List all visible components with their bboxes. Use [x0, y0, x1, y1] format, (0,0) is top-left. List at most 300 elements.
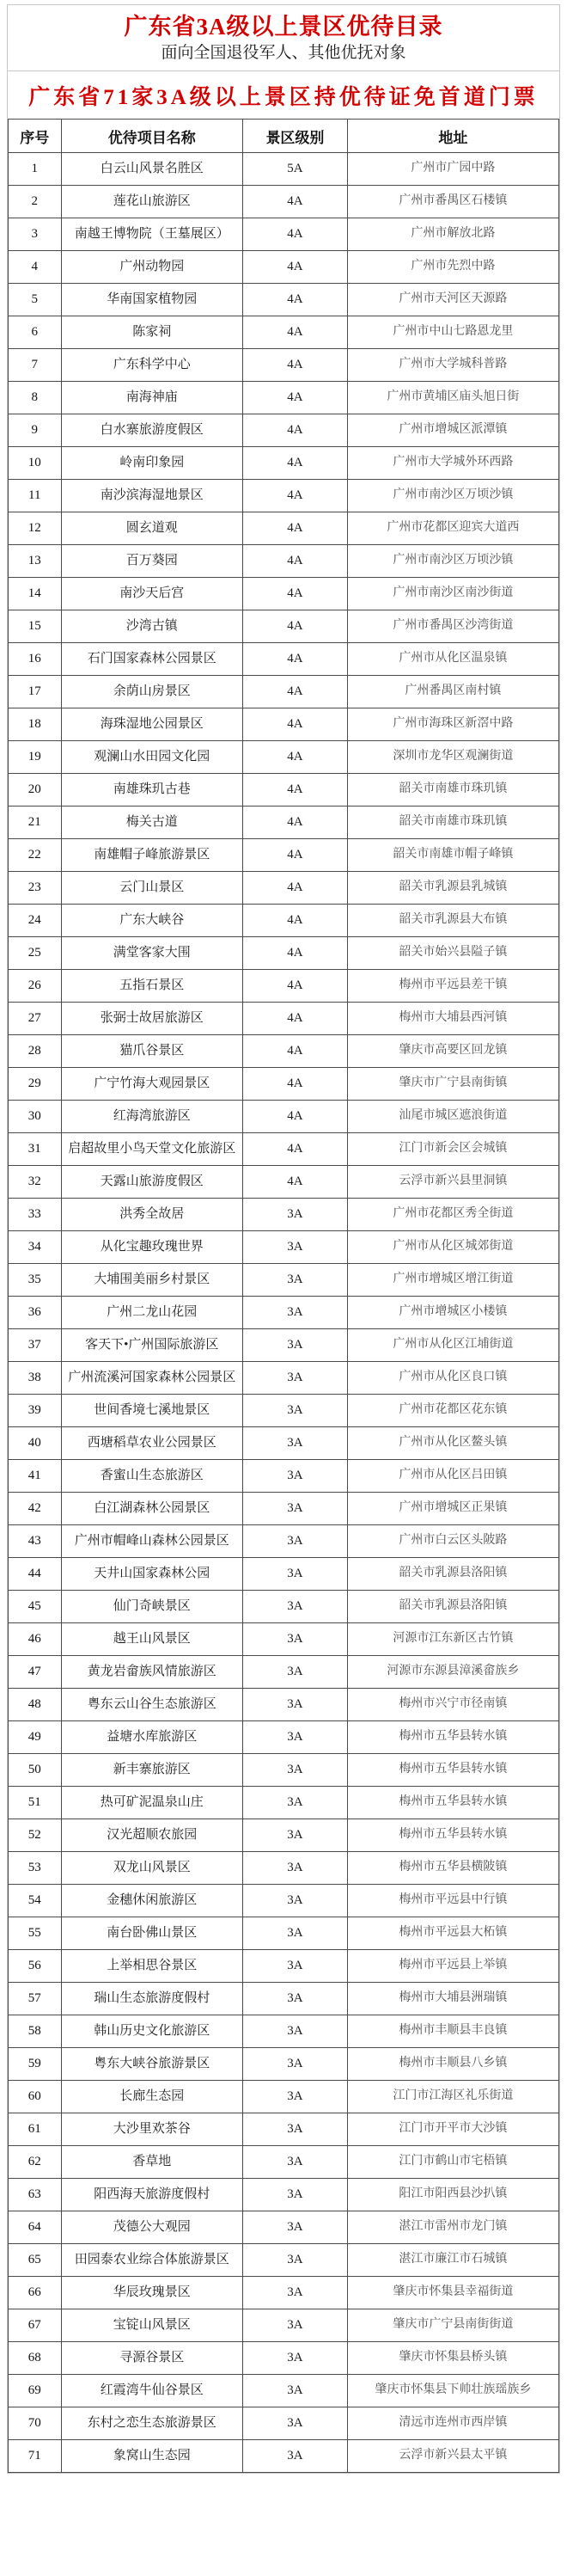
- scenic-address: 广州市黄埔区庙头旭日街: [347, 382, 558, 414]
- scenic-level: 3A: [243, 2277, 348, 2309]
- table-row: [9, 1591, 559, 1623]
- table-row: [9, 708, 559, 741]
- row-index: 47: [9, 1656, 62, 1689]
- scenic-address: 汕尾市城区遮浪街道: [347, 1101, 558, 1133]
- scenic-address: 肇庆市怀集县下帅壮族瑶族乡: [347, 2375, 558, 2407]
- row-index: 42: [9, 1493, 62, 1525]
- scenic-name: 广宁竹海大观园景区: [61, 1068, 243, 1101]
- scenic-address: 广州市番禺区沙湾街道: [347, 610, 558, 643]
- scenic-address: 湛江市雷州市龙门镇: [347, 2211, 558, 2244]
- scenic-name: 天露山旅游度假区: [61, 1166, 243, 1199]
- scenic-name: 南沙滨海湿地景区: [61, 480, 243, 512]
- row-index: 24: [9, 905, 62, 937]
- table-row: [9, 1525, 559, 1558]
- scenic-level: 3A: [243, 1950, 348, 1983]
- header-address: 地址: [347, 120, 558, 153]
- scenic-address: 梅州市五华县转水镇: [347, 1787, 558, 1819]
- scenic-level: 3A: [243, 1754, 348, 1787]
- scenic-level: 4A: [243, 643, 348, 676]
- table-row: [9, 2407, 559, 2440]
- table-row: [9, 251, 559, 284]
- row-index: 66: [9, 2277, 62, 2309]
- row-index: 29: [9, 1068, 62, 1101]
- scenic-name: 茂德公大观园: [61, 2211, 243, 2244]
- table-row: [9, 349, 559, 382]
- table-row: [9, 2048, 559, 2081]
- scenic-address: 韶关市乳源县大布镇: [347, 905, 558, 937]
- row-index: 41: [9, 1460, 62, 1493]
- table-row: [9, 807, 559, 839]
- scenic-name: 客天下•广州国际旅游区: [61, 1329, 243, 1362]
- row-index: 28: [9, 1035, 62, 1068]
- scenic-level: 3A: [243, 2375, 348, 2407]
- scenic-name: 启超故里小鸟天堂文化旅游区: [61, 1133, 243, 1166]
- scenic-level: 4A: [243, 349, 348, 382]
- scenic-address: 广州市从化区温泉镇: [347, 643, 558, 676]
- scenic-address: 肇庆市怀集县桥头镇: [347, 2342, 558, 2375]
- scenic-level: 3A: [243, 2342, 348, 2375]
- scenic-level: 5A: [243, 153, 348, 186]
- row-index: 13: [9, 545, 62, 578]
- row-index: 27: [9, 1003, 62, 1035]
- scenic-name: 广州流溪河国家森林公园景区: [61, 1362, 243, 1395]
- table-row: [9, 1264, 559, 1297]
- scenic-name: 广州市帽峰山森林公园景区: [61, 1525, 243, 1558]
- table-row: [9, 774, 559, 807]
- row-index: 15: [9, 610, 62, 643]
- scenic-level: 3A: [243, 1525, 348, 1558]
- scenic-level: 3A: [243, 2407, 348, 2440]
- row-index: 39: [9, 1395, 62, 1427]
- table-row: [9, 1035, 559, 1068]
- row-index: 26: [9, 970, 62, 1003]
- scenic-level: 4A: [243, 447, 348, 480]
- scenic-name: 从化宝趣玫瑰世界: [61, 1231, 243, 1264]
- table-row: [9, 218, 559, 251]
- scenic-level: 3A: [243, 2440, 348, 2473]
- document-title: 广东省3A级以上景区优待目录: [124, 14, 443, 40]
- scenic-address: 云浮市新兴县太平镇: [347, 2440, 558, 2473]
- scenic-level: 3A: [243, 1362, 348, 1395]
- scenic-address: 广州市大学城科普路: [347, 349, 558, 382]
- scenic-level: 3A: [243, 1917, 348, 1950]
- table-row: [9, 1656, 559, 1689]
- scenic-address: 梅州市平远县大柘镇: [347, 1917, 558, 1950]
- scenic-name: 长廊生态园: [61, 2081, 243, 2113]
- scenic-address: 广州市先烈中路: [347, 251, 558, 284]
- scenic-name: 金穗休闲旅游区: [61, 1885, 243, 1917]
- scenic-address: 云浮市新兴县里洞镇: [347, 1166, 558, 1199]
- scenic-address: 广州市花都区迎宾大道西: [347, 512, 558, 545]
- scenic-name: 仙门奇峡景区: [61, 1591, 243, 1623]
- scenic-level: 4A: [243, 1166, 348, 1199]
- scenic-address: 广州市增城区小楼镇: [347, 1297, 558, 1329]
- table-row: [9, 2342, 559, 2375]
- banner-block: [8, 71, 559, 119]
- row-index: 51: [9, 1787, 62, 1819]
- table-row: [9, 1003, 559, 1035]
- scenic-level: 4A: [243, 708, 348, 741]
- scenic-name: 西塘稻草农业公园景区: [61, 1427, 243, 1460]
- table-row: [9, 839, 559, 872]
- table-row: [9, 643, 559, 676]
- scenic-address: 梅州市兴宁市径南镇: [347, 1689, 558, 1721]
- scenic-name: 海珠湿地公园景区: [61, 708, 243, 741]
- scenic-address: 广州市从化区良口镇: [347, 1362, 558, 1395]
- table-row: [9, 1395, 559, 1427]
- scenic-name: 广州二龙山花园: [61, 1297, 243, 1329]
- scenic-level: 4A: [243, 1101, 348, 1133]
- scenic-level: 3A: [243, 1656, 348, 1689]
- table-row: [9, 741, 559, 774]
- row-index: 2: [9, 186, 62, 218]
- table-row: [9, 1231, 559, 1264]
- row-index: 20: [9, 774, 62, 807]
- table-row: [9, 2375, 559, 2407]
- scenic-address: 江门市江海区礼乐街道: [347, 2081, 558, 2113]
- row-index: 6: [9, 316, 62, 349]
- row-index: 12: [9, 512, 62, 545]
- scenic-address: 梅州市平远县差干镇: [347, 970, 558, 1003]
- scenic-address: 梅州市五华县转水镇: [347, 1721, 558, 1754]
- row-index: 35: [9, 1264, 62, 1297]
- scenic-address: 广州市从化区江埔街道: [347, 1329, 558, 1362]
- table-row: [9, 284, 559, 316]
- scenic-level: 3A: [243, 1689, 348, 1721]
- row-index: 4: [9, 251, 62, 284]
- scenic-name: 广东大峡谷: [61, 905, 243, 937]
- scenic-name: 东村之恋生态旅游景区: [61, 2407, 243, 2440]
- scenic-level: 3A: [243, 2146, 348, 2179]
- scenic-address: 肇庆市广宁县南街镇: [347, 1068, 558, 1101]
- scenic-name: 石门国家森林公园景区: [61, 643, 243, 676]
- row-index: 33: [9, 1199, 62, 1231]
- table-row: [9, 480, 559, 512]
- table-row: [9, 1819, 559, 1852]
- table-row: [9, 1852, 559, 1885]
- scenic-name: 南沙天后宫: [61, 578, 243, 610]
- scenic-address: 梅州市五华县转水镇: [347, 1754, 558, 1787]
- table-row: [9, 872, 559, 905]
- scenic-address: 河源市江东新区古竹镇: [347, 1623, 558, 1656]
- scenic-address: 广州市番禺区石楼镇: [347, 186, 558, 218]
- row-index: 38: [9, 1362, 62, 1395]
- scenic-name: 圆玄道观: [61, 512, 243, 545]
- scenic-level: 3A: [243, 2015, 348, 2048]
- scenic-address: 梅州市平远县上举镇: [347, 1950, 558, 1983]
- table-row: [9, 2440, 559, 2473]
- scenic-address: 韶关市始兴县隘子镇: [347, 937, 558, 970]
- row-index: 57: [9, 1983, 62, 2015]
- scenic-level: 3A: [243, 1460, 348, 1493]
- scenic-name: 白水寨旅游度假区: [61, 414, 243, 447]
- row-index: 32: [9, 1166, 62, 1199]
- row-index: 40: [9, 1427, 62, 1460]
- table-row: [9, 1558, 559, 1591]
- row-index: 19: [9, 741, 62, 774]
- scenic-name: 热可矿泥温泉山庄: [61, 1787, 243, 1819]
- scenic-level: 3A: [243, 1329, 348, 1362]
- scenic-name: 白云山风景名胜区: [61, 153, 243, 186]
- scenic-name: 余荫山房景区: [61, 676, 243, 708]
- table-row: [9, 2081, 559, 2113]
- scenic-name: 五指石景区: [61, 970, 243, 1003]
- header-name: 优待项目名称: [61, 120, 243, 153]
- scenic-address: 梅州市平远县中行镇: [347, 1885, 558, 1917]
- row-index: 30: [9, 1101, 62, 1133]
- table-row: [9, 1917, 559, 1950]
- scenic-address: 广州市从化区鳌头镇: [347, 1427, 558, 1460]
- scenic-address: 江门市新会区会城镇: [347, 1133, 558, 1166]
- row-index: 36: [9, 1297, 62, 1329]
- table-row: [9, 545, 559, 578]
- scenic-level: 3A: [243, 1199, 348, 1231]
- table-row: [9, 2277, 559, 2309]
- table-row: [9, 610, 559, 643]
- scenic-address: 湛江市廉江市石城镇: [347, 2244, 558, 2277]
- table-row: [9, 1787, 559, 1819]
- scenic-name: 满堂客家大围: [61, 937, 243, 970]
- scenic-level: 4A: [243, 610, 348, 643]
- table-header-row: [9, 120, 559, 153]
- table-row: [9, 153, 559, 186]
- table-row: [9, 905, 559, 937]
- row-index: 18: [9, 708, 62, 741]
- row-index: 68: [9, 2342, 62, 2375]
- scenic-address: 广州市天河区天源路: [347, 284, 558, 316]
- table-row: [9, 1068, 559, 1101]
- scenic-name: 瑞山生态旅游度假村: [61, 1983, 243, 2015]
- title-block: [8, 5, 559, 71]
- row-index: 17: [9, 676, 62, 708]
- scenic-name: 南海神庙: [61, 382, 243, 414]
- row-index: 14: [9, 578, 62, 610]
- scenic-name: 上举相思谷景区: [61, 1950, 243, 1983]
- section-banner: 广东省71家3A级以上景区持优待证免首道门票: [28, 86, 539, 110]
- scenic-name: 大沙里欢茶谷: [61, 2113, 243, 2146]
- scenic-level: 3A: [243, 1395, 348, 1427]
- scenic-name: 白江湖森林公园景区: [61, 1493, 243, 1525]
- table-row: [9, 1329, 559, 1362]
- row-index: 44: [9, 1558, 62, 1591]
- scenic-address: 广州市增城区派潭镇: [347, 414, 558, 447]
- row-index: 69: [9, 2375, 62, 2407]
- scenic-address: 广州市从化区吕田镇: [347, 1460, 558, 1493]
- scenic-level: 3A: [243, 1983, 348, 2015]
- scenic-name: 双龙山风景区: [61, 1852, 243, 1885]
- table-row: [9, 1950, 559, 1983]
- scenic-address: 广州市从化区城郊街道: [347, 1231, 558, 1264]
- scenic-address: 广州市白云区头陂路: [347, 1525, 558, 1558]
- table-row: [9, 1721, 559, 1754]
- row-index: 58: [9, 2015, 62, 2048]
- scenic-name: 大埔围美丽乡村景区: [61, 1264, 243, 1297]
- row-index: 71: [9, 2440, 62, 2473]
- scenic-level: 3A: [243, 2244, 348, 2277]
- table-row: [9, 1460, 559, 1493]
- scenic-address: 梅州市丰顺县八乡镇: [347, 2048, 558, 2081]
- scenic-name: 汉光超顺农旅园: [61, 1819, 243, 1852]
- scenic-level: 3A: [243, 1493, 348, 1525]
- row-index: 31: [9, 1133, 62, 1166]
- header-level: 景区级别: [243, 120, 348, 153]
- scenic-address: 阳江市阳西县沙扒镇: [347, 2179, 558, 2211]
- row-index: 34: [9, 1231, 62, 1264]
- row-index: 64: [9, 2211, 62, 2244]
- scenic-name: 黄龙岩畲族风情旅游区: [61, 1656, 243, 1689]
- scenic-name: 云门山景区: [61, 872, 243, 905]
- scenic-address: 广州市南沙区万顷沙镇: [347, 545, 558, 578]
- scenic-address: 肇庆市高要区回龙镇: [347, 1035, 558, 1068]
- table-row: [9, 1199, 559, 1231]
- scenic-level: 4A: [243, 905, 348, 937]
- scenic-address: 广州市增城区正果镇: [347, 1493, 558, 1525]
- scenic-name: 粤东云山谷生态旅游区: [61, 1689, 243, 1721]
- scenic-name: 洪秀全故居: [61, 1199, 243, 1231]
- scenic-name: 益塘水库旅游区: [61, 1721, 243, 1754]
- scenic-level: 3A: [243, 1558, 348, 1591]
- scenic-address: 广州市中山七路恩龙里: [347, 316, 558, 349]
- row-index: 46: [9, 1623, 62, 1656]
- scenic-address: 韶关市乳源县洛阳镇: [347, 1558, 558, 1591]
- scenic-level: 4A: [243, 1035, 348, 1068]
- scenic-name: 南越王博物院（王墓展区）: [61, 218, 243, 251]
- table-row: [9, 1362, 559, 1395]
- row-index: 1: [9, 153, 62, 186]
- row-index: 55: [9, 1917, 62, 1950]
- row-index: 65: [9, 2244, 62, 2277]
- scenic-name: 粤东大峡谷旅游景区: [61, 2048, 243, 2081]
- scenic-name: 香草地: [61, 2146, 243, 2179]
- scenic-name: 莲花山旅游区: [61, 186, 243, 218]
- scenic-level: 4A: [243, 937, 348, 970]
- scenic-level: 3A: [243, 2113, 348, 2146]
- scenic-level: 4A: [243, 186, 348, 218]
- scenic-name: 田园泰农业综合体旅游景区: [61, 2244, 243, 2277]
- row-index: 60: [9, 2081, 62, 2113]
- scenic-level: 3A: [243, 2211, 348, 2244]
- scenic-level: 4A: [243, 218, 348, 251]
- scenic-level: 4A: [243, 807, 348, 839]
- table-row: [9, 414, 559, 447]
- scenic-address: 江门市鹤山市宅梧镇: [347, 2146, 558, 2179]
- row-index: 22: [9, 839, 62, 872]
- row-index: 16: [9, 643, 62, 676]
- scenic-name: 梅关古道: [61, 807, 243, 839]
- row-index: 63: [9, 2179, 62, 2211]
- scenic-address: 梅州市大埔县西河镇: [347, 1003, 558, 1035]
- scenic-level: 3A: [243, 2081, 348, 2113]
- document-frame: [7, 4, 560, 2474]
- table-row: [9, 1166, 559, 1199]
- table-row: [9, 937, 559, 970]
- scenic-address: 韶关市南雄市珠玑镇: [347, 774, 558, 807]
- row-index: 3: [9, 218, 62, 251]
- scenic-name: 新丰寨旅游区: [61, 1754, 243, 1787]
- scenic-level: 3A: [243, 1819, 348, 1852]
- scenic-level: 3A: [243, 2048, 348, 2081]
- scenic-name: 阳西海天旅游度假村: [61, 2179, 243, 2211]
- scenic-address: 清远市连州市西岸镇: [347, 2407, 558, 2440]
- row-index: 5: [9, 284, 62, 316]
- scenic-address: 广州市南沙区万顷沙镇: [347, 480, 558, 512]
- table-row: [9, 2244, 559, 2277]
- scenic-address: 广州市海珠区新滘中路: [347, 708, 558, 741]
- scenic-address: 广州市广园中路: [347, 153, 558, 186]
- row-index: 49: [9, 1721, 62, 1754]
- scenic-name: 猫爪谷景区: [61, 1035, 243, 1068]
- scenic-name: 越王山风景区: [61, 1623, 243, 1656]
- row-index: 53: [9, 1852, 62, 1885]
- scenic-address: 韶关市南雄市珠玑镇: [347, 807, 558, 839]
- table-header: [9, 120, 559, 153]
- scenic-name: 南雄帽子峰旅游景区: [61, 839, 243, 872]
- row-index: 59: [9, 2048, 62, 2081]
- scenic-address: 肇庆市怀集县幸福街道: [347, 2277, 558, 2309]
- row-index: 50: [9, 1754, 62, 1787]
- row-index: 54: [9, 1885, 62, 1917]
- scenic-address: 江门市开平市大沙镇: [347, 2113, 558, 2146]
- scenic-address: 梅州市大埔县洲瑞镇: [347, 1983, 558, 2015]
- table-row: [9, 2113, 559, 2146]
- row-index: 52: [9, 1819, 62, 1852]
- scenic-name: 宝锭山风景区: [61, 2309, 243, 2342]
- scenic-level: 4A: [243, 839, 348, 872]
- scenic-name: 韩山历史文化旅游区: [61, 2015, 243, 2048]
- scenic-address: 梅州市五华县横陂镇: [347, 1852, 558, 1885]
- scenic-address: 韶关市乳源县乳城镇: [347, 872, 558, 905]
- row-index: 62: [9, 2146, 62, 2179]
- scenic-level: 4A: [243, 414, 348, 447]
- document-subtitle: 面向全国退役军人、其他优抚对象: [161, 44, 406, 63]
- scenic-address: 韶关市南雄市帽子峰镇: [347, 839, 558, 872]
- scenic-address: 广州市大学城外环西路: [347, 447, 558, 480]
- row-index: 10: [9, 447, 62, 480]
- table-row: [9, 1427, 559, 1460]
- scenic-level: 4A: [243, 316, 348, 349]
- scenic-name: 华辰玫瑰景区: [61, 2277, 243, 2309]
- scenic-name: 天井山国家森林公园: [61, 1558, 243, 1591]
- scenic-address: 梅州市五华县转水镇: [347, 1819, 558, 1852]
- table-row: [9, 1101, 559, 1133]
- scenic-address: 肇庆市广宁县南街街道: [347, 2309, 558, 2342]
- scenic-address: 广州市花都区秀全街道: [347, 1199, 558, 1231]
- scenic-level: 4A: [243, 1133, 348, 1166]
- table-row: [9, 1754, 559, 1787]
- table-row: [9, 2015, 559, 2048]
- table-row: [9, 2179, 559, 2211]
- row-index: 56: [9, 1950, 62, 1983]
- scenic-name: 红霞湾牛仙谷景区: [61, 2375, 243, 2407]
- scenic-name: 寻源谷景区: [61, 2342, 243, 2375]
- scenic-address: 广州市增城区增江街道: [347, 1264, 558, 1297]
- table-row: [9, 1493, 559, 1525]
- table-row: [9, 970, 559, 1003]
- scenic-address: 广州市花都区花东镇: [347, 1395, 558, 1427]
- row-index: 25: [9, 937, 62, 970]
- row-index: 37: [9, 1329, 62, 1362]
- header-index: 序号: [9, 120, 62, 153]
- scenic-areas-table: [8, 119, 559, 2473]
- table-row: [9, 2146, 559, 2179]
- scenic-level: 3A: [243, 1427, 348, 1460]
- table-row: [9, 1689, 559, 1721]
- table-row: [9, 1983, 559, 2015]
- scenic-name: 张弼士故居旅游区: [61, 1003, 243, 1035]
- scenic-address: 河源市东源县漳溪畲族乡: [347, 1656, 558, 1689]
- table-row: [9, 316, 559, 349]
- scenic-level: 4A: [243, 676, 348, 708]
